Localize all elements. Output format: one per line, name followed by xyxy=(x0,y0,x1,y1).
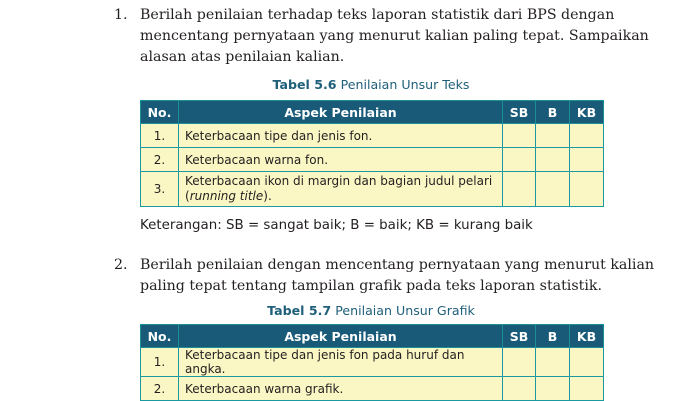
question-line: Berilah penilaian terhadap teks laporan statistik dari BPS dengan xyxy=(140,7,615,23)
header-aspect: Aspek Penilaian xyxy=(179,101,503,124)
row-aspect: Keterbacaan tipe dan jenis fon pada huruf dan angka. xyxy=(179,348,503,377)
cell-sb[interactable] xyxy=(503,172,536,207)
question-line: paling tepat tentang tampilan grafik pada teks laporan statistik. xyxy=(140,278,602,294)
row-aspect: Keterbacaan warna grafik. xyxy=(179,377,503,401)
cell-sb[interactable] xyxy=(503,124,536,148)
header-kb: KB xyxy=(570,101,604,124)
row-aspect: Keterbacaan tipe dan jenis fon. xyxy=(179,124,503,148)
row-number: 2. xyxy=(141,377,179,401)
header-b: B xyxy=(536,101,570,124)
table-caption xyxy=(140,77,602,92)
cell-b[interactable] xyxy=(536,172,570,207)
table-caption-title: Penilaian Unsur Grafik xyxy=(335,303,475,318)
header-sb: SB xyxy=(503,101,536,124)
cell-sb[interactable] xyxy=(503,377,536,401)
table-caption-title: Penilaian Unsur Teks xyxy=(340,77,470,92)
cell-b[interactable] xyxy=(536,377,570,401)
cell-sb[interactable] xyxy=(503,148,536,172)
table-caption xyxy=(140,303,602,318)
table-header-row xyxy=(141,325,604,348)
table-row xyxy=(141,172,604,207)
row-number: 3. xyxy=(141,172,179,207)
assessment-table-graphic xyxy=(140,324,604,401)
table-header-row xyxy=(141,101,604,124)
cell-b[interactable] xyxy=(536,124,570,148)
table-row xyxy=(141,348,604,377)
table-row xyxy=(141,148,604,172)
question-number: 2. xyxy=(114,257,128,273)
header-no: No. xyxy=(141,101,179,124)
table-row xyxy=(141,377,604,401)
row-number: 1. xyxy=(141,124,179,148)
question-number: 1. xyxy=(114,7,128,23)
header-no: No. xyxy=(141,325,179,348)
row-aspect-text: Keterbacaan ikon di margin dan bagian judul pelari xyxy=(185,174,493,188)
question-text xyxy=(140,5,649,68)
legend-note: Keterangan: SB = sangat baik; B = baik; KB = kurang baik xyxy=(140,218,533,233)
cell-kb[interactable] xyxy=(570,124,604,148)
header-b: B xyxy=(536,325,570,348)
cell-sb[interactable] xyxy=(503,348,536,377)
row-aspect: Keterbacaan warna fon. xyxy=(179,148,503,172)
question-2 xyxy=(114,255,655,297)
table-caption-label: Tabel 5.6 xyxy=(272,77,337,92)
question-line: mencentang pernyataan yang menurut kalian paling tepat. Sampaikan xyxy=(140,28,649,44)
table-caption-label: Tabel 5.7 xyxy=(267,303,332,318)
cell-b[interactable] xyxy=(536,348,570,377)
cell-kb[interactable] xyxy=(570,148,604,172)
question-text xyxy=(140,255,654,297)
row-number: 2. xyxy=(141,148,179,172)
question-1 xyxy=(114,5,649,68)
question-line: alasan atas penilaian kalian. xyxy=(140,49,345,65)
cell-kb[interactable] xyxy=(570,172,604,207)
header-aspect: Aspek Penilaian xyxy=(179,325,503,348)
question-line: Berilah penilaian dengan mencentang pernyataan yang menurut kalian xyxy=(140,257,655,273)
row-aspect-italic: running title xyxy=(189,189,264,203)
cell-kb[interactable] xyxy=(570,377,604,401)
row-number: 1. xyxy=(141,348,179,377)
table-row xyxy=(141,124,604,148)
assessment-table-text xyxy=(140,100,604,207)
cell-kb[interactable] xyxy=(570,348,604,377)
cell-b[interactable] xyxy=(536,148,570,172)
header-kb: KB xyxy=(570,325,604,348)
row-aspect: Keterbacaan ikon di margin dan bagian judul pelari (running title). xyxy=(179,172,503,207)
row-aspect-end: ). xyxy=(263,189,272,203)
header-sb: SB xyxy=(503,325,536,348)
